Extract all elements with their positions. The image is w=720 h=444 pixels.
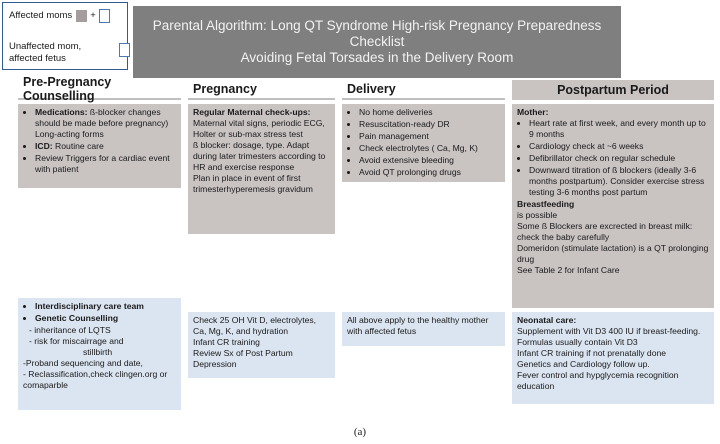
legend-affected-label: Affected moms xyxy=(9,10,73,21)
genetic-sub2b: stillbirth xyxy=(83,347,113,357)
mother-item: • Downward titration of ß blockers (ideally 3-6 months postpartum). Consider exercise stress testing 3-6 months post partum xyxy=(529,165,709,198)
delivery-item: • Pain management xyxy=(359,131,500,142)
delivery-item: • Avoid QT prolonging drugs xyxy=(359,167,500,178)
unaffected-swatch xyxy=(119,43,130,57)
heading-pre-pregnancy: Pre-Pregnancy Counselling xyxy=(18,80,181,100)
pre-pregnancy-affected-box xyxy=(18,104,181,188)
legend xyxy=(2,2,128,70)
title-banner xyxy=(133,6,621,78)
breastfeeding-label: Breastfeeding xyxy=(517,199,575,209)
neonatal-line3: Genetics and Cardiology follow up. xyxy=(517,359,650,369)
genetic-counselling-item: • Genetic Counselling xyxy=(35,313,176,324)
checkups-line1: Maternal vital signs, periodic ECG, Holter or sub-max stress test xyxy=(193,118,325,139)
checkups-line2: ß blocker: dosage, type. Adapt during later trimesters according to HR and exercise response xyxy=(193,140,326,172)
pre-pregnancy-unaffected-box xyxy=(18,298,181,410)
delivery-item: • No home deliveries xyxy=(359,107,500,118)
neonatal-line4: Fever control and hypglycemia recognition education xyxy=(517,370,679,391)
neonatal-care-label: Neonatal care: xyxy=(517,315,577,325)
mother-item: • Defibrillator check on regular schedule xyxy=(529,153,709,164)
postpartum-affected-box xyxy=(512,104,714,308)
heading-postpartum: Postpartum Period xyxy=(512,80,714,100)
mother-item: • Cardiology check at ~6 weeks xyxy=(529,141,709,152)
pregnancy-unaffected-line1: Check 25 OH Vit D, electrolytes, Ca, Mg, K, and hydration xyxy=(193,315,317,336)
neonatal-line2: Infant CR training if not prenatally done xyxy=(517,348,667,358)
affected-swatch xyxy=(76,10,87,22)
heading-pregnancy: Pregnancy xyxy=(188,80,335,100)
pregnancy-unaffected-line3: Review Sx of Post Partum Depression xyxy=(193,348,293,369)
delivery-affected-box xyxy=(342,104,505,182)
genetic-dash2: - Reclassification,check clingen.org or comaparble xyxy=(23,369,168,390)
pregnancy-unaffected-box xyxy=(188,312,335,378)
mother-label: Mother: xyxy=(517,107,549,117)
affected-blue-swatch xyxy=(99,9,110,23)
breastfeeding-line2: Some ß Blockers are excrected in breast milk: check the baby carefully xyxy=(517,221,693,242)
medications-item: • Medications: ß-blocker changes should be made before pregnancy) Long-acting forms xyxy=(35,107,176,140)
delivery-item: • Resuscitation-ready DR xyxy=(359,119,500,130)
delivery-item: • Avoid extensive bleeding xyxy=(359,155,500,166)
care-team-item: • Interdisciplinary care team xyxy=(35,301,176,312)
pregnancy-unaffected-line2: Infant CR training xyxy=(193,337,260,347)
title-line2: Checklist xyxy=(349,34,405,49)
delivery-unaffected-line1: All above apply to the healthy mother with affected fetus xyxy=(347,315,489,336)
breastfeeding-line4: See Table 2 for Infant Care xyxy=(517,265,620,275)
delivery-item: • Check electrolytes ( Ca, Mg, K) xyxy=(359,143,500,154)
title-line1: Parental Algorithm: Long QT Syndrome High-risk Pregnancy Preparedness xyxy=(152,18,602,33)
mother-item: • Heart rate at first week, and every month up to 9 months xyxy=(529,118,709,140)
neonatal-line1: Supplement with Vit D3 400 IU if breast-feeding. Formulas usually contain Vit D3 xyxy=(517,326,701,347)
checkups-heading: Regular Maternal check-ups: xyxy=(193,107,311,117)
breastfeeding-line3: Domeridon (stimulate lactation) is a QT prolonging drug xyxy=(517,243,709,264)
legend-unaffected-label: Unaffected mom, affected fetus xyxy=(9,41,82,64)
figure-caption: (a) xyxy=(353,426,367,438)
triggers-item: • Review Triggers for a cardiac event with patient xyxy=(35,153,176,175)
postpartum-unaffected-box xyxy=(512,312,714,404)
genetic-dash1: -Proband sequencing and date, xyxy=(23,358,143,368)
title-line3: Avoiding Fetal Torsades in the Delivery Room xyxy=(240,50,514,65)
delivery-unaffected-box xyxy=(342,312,505,346)
breastfeeding-line1: is possible xyxy=(517,210,558,220)
legend-plus: + xyxy=(90,10,96,21)
heading-delivery: Delivery xyxy=(342,80,505,100)
pregnancy-affected-box xyxy=(188,104,335,234)
icd-item: • ICD: Routine care xyxy=(35,141,176,152)
checkups-line3: Plan in place in event of first trimesterhyperemesis gravidum xyxy=(193,173,313,194)
legend-affected-row xyxy=(9,9,110,23)
genetic-sub1: - inheritance of LQTS xyxy=(29,325,111,335)
genetic-sub2: - risk for miscairrage and xyxy=(29,336,124,346)
